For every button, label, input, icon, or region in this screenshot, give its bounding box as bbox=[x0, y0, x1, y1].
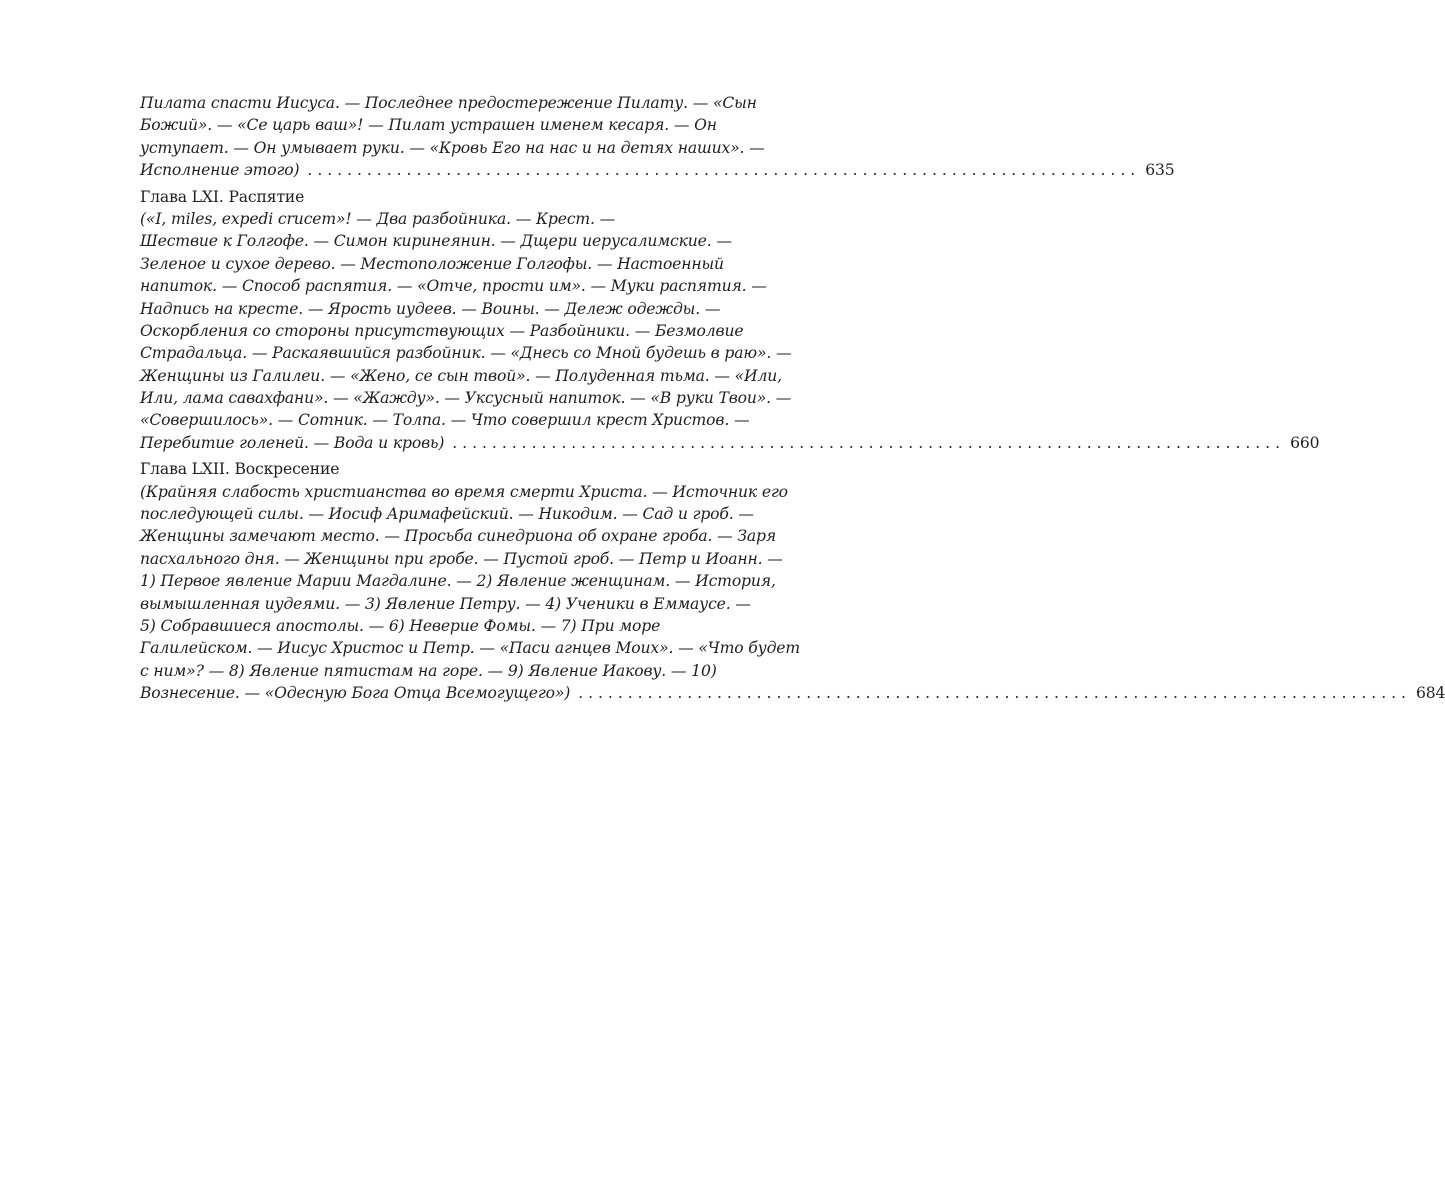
toc-entry-line: Страдальца. — Раскаявшийся разбойник. — «Днесь со Мной будешь в раю». — bbox=[140, 344, 792, 363]
toc-entry-line: Шествие к Голгофе. — Симон киринеянин. — Дщери иерусалимские. — bbox=[140, 232, 732, 251]
toc-entry-line: Божий». — «Се царь ваш»! — Пилат устрашен именем кесаря. — Он bbox=[140, 116, 717, 135]
table-of-contents bbox=[140, 92, 1445, 705]
toc-entry-line: Вознесение. — «Одесную Бога Отца Всемогущего») bbox=[140, 684, 571, 703]
page-number[interactable]: 684 bbox=[1415, 684, 1445, 703]
toc-entry-line: Надпись на кресте. — Ярость иудеев. — Воины. — Дележ одежды. — bbox=[140, 299, 721, 318]
toc-entry-line: Перебитие голеней. — Вода и кровь) bbox=[140, 433, 445, 452]
toc-entry-line: уступает. — Он умывает руки. — «Кровь Его на нас и на детях наших». — bbox=[140, 138, 765, 157]
toc-entry-line: Или, лама савахфани». — «Жажду». — Уксусный напиток. — «В руки Твои». — bbox=[140, 389, 792, 408]
toc-entry-line: Галилейском. — Иисус Христос и Петр. — «Паси агнцев Моих». — «Что будет bbox=[140, 639, 801, 658]
toc-entry-line: пасхального дня. — Женщины при гробе. — Пустой гроб. — Петр и Иоанн. — bbox=[140, 549, 783, 568]
toc-entry-line: «Совершилось». — Сотник. — Толпа. — Что совершил крест Христов. — bbox=[140, 411, 750, 430]
toc-entry-last-line[interactable] bbox=[140, 682, 1445, 704]
toc-entry-line: 1) Первое явление Марии Магдалине. — 2) Явление женщинам. — История, bbox=[140, 572, 776, 591]
toc-entry-line: Зеленое и сухое дерево. — Местоположение Голгофы. — Настоенный bbox=[140, 254, 724, 273]
toc-entry-line: Оскорбления со стороны присутствующих — Разбойники. — Безмолвие bbox=[140, 321, 744, 340]
toc-entry-635 bbox=[140, 92, 1175, 182]
dot-leader bbox=[452, 432, 1280, 454]
toc-entry-last-line[interactable] bbox=[140, 432, 1320, 454]
toc-entry-line: Исполнение этого) bbox=[140, 161, 300, 180]
toc-entry-line: («I, miles, expedi crucem»! — Два разбойника. — Крест. — bbox=[140, 209, 616, 228]
toc-entry-chapter-61 bbox=[140, 186, 1320, 455]
toc-entry-line: вымышленная иудеями. — 3) Явление Петру. — 4) Ученики в Еммаусе. — bbox=[140, 594, 751, 613]
toc-entry-line: напиток. — Способ распятия. — «Отче, прости им». — Муки распятия. — bbox=[140, 277, 767, 296]
page-number[interactable]: 635 bbox=[1145, 161, 1175, 180]
dot-leader bbox=[578, 682, 1406, 704]
toc-entry-line: (Крайняя слабость христианства во время смерти Христа. — Источник его bbox=[140, 482, 788, 501]
toc-entry-line: Женщины из Галилеи. — «Жено, се сын твой». — Полуденная тьма. — «Или, bbox=[140, 366, 782, 385]
toc-entry-line: Пилата спасти Иисуса. — Последнее предостережение Пилату. — «Сын bbox=[140, 94, 757, 112]
chapter-heading[interactable]: Глава LXI. Распятие bbox=[140, 187, 305, 206]
page-number[interactable]: 660 bbox=[1290, 433, 1320, 452]
toc-entry-line: последующей силы. — Иосиф Аримафейский. — Никодим. — Сад и гроб. — bbox=[140, 505, 754, 524]
dot-leader bbox=[307, 159, 1135, 181]
toc-entry-line: с ним»? — 8) Явление пятистам на горе. — 9) Явление Иакову. — 10) bbox=[140, 661, 717, 680]
chapter-heading[interactable]: Глава LXII. Воскресение bbox=[140, 460, 340, 479]
toc-entry-last-line[interactable] bbox=[140, 159, 1175, 181]
toc-entry-line: Женщины замечают место. — Просьба синедриона об охране гроба. — Заря bbox=[140, 527, 777, 546]
toc-entry-chapter-62 bbox=[140, 458, 1445, 704]
toc-entry-line: 5) Собравшиеся апостолы. — 6) Неверие Фомы. — 7) При море bbox=[140, 616, 661, 635]
